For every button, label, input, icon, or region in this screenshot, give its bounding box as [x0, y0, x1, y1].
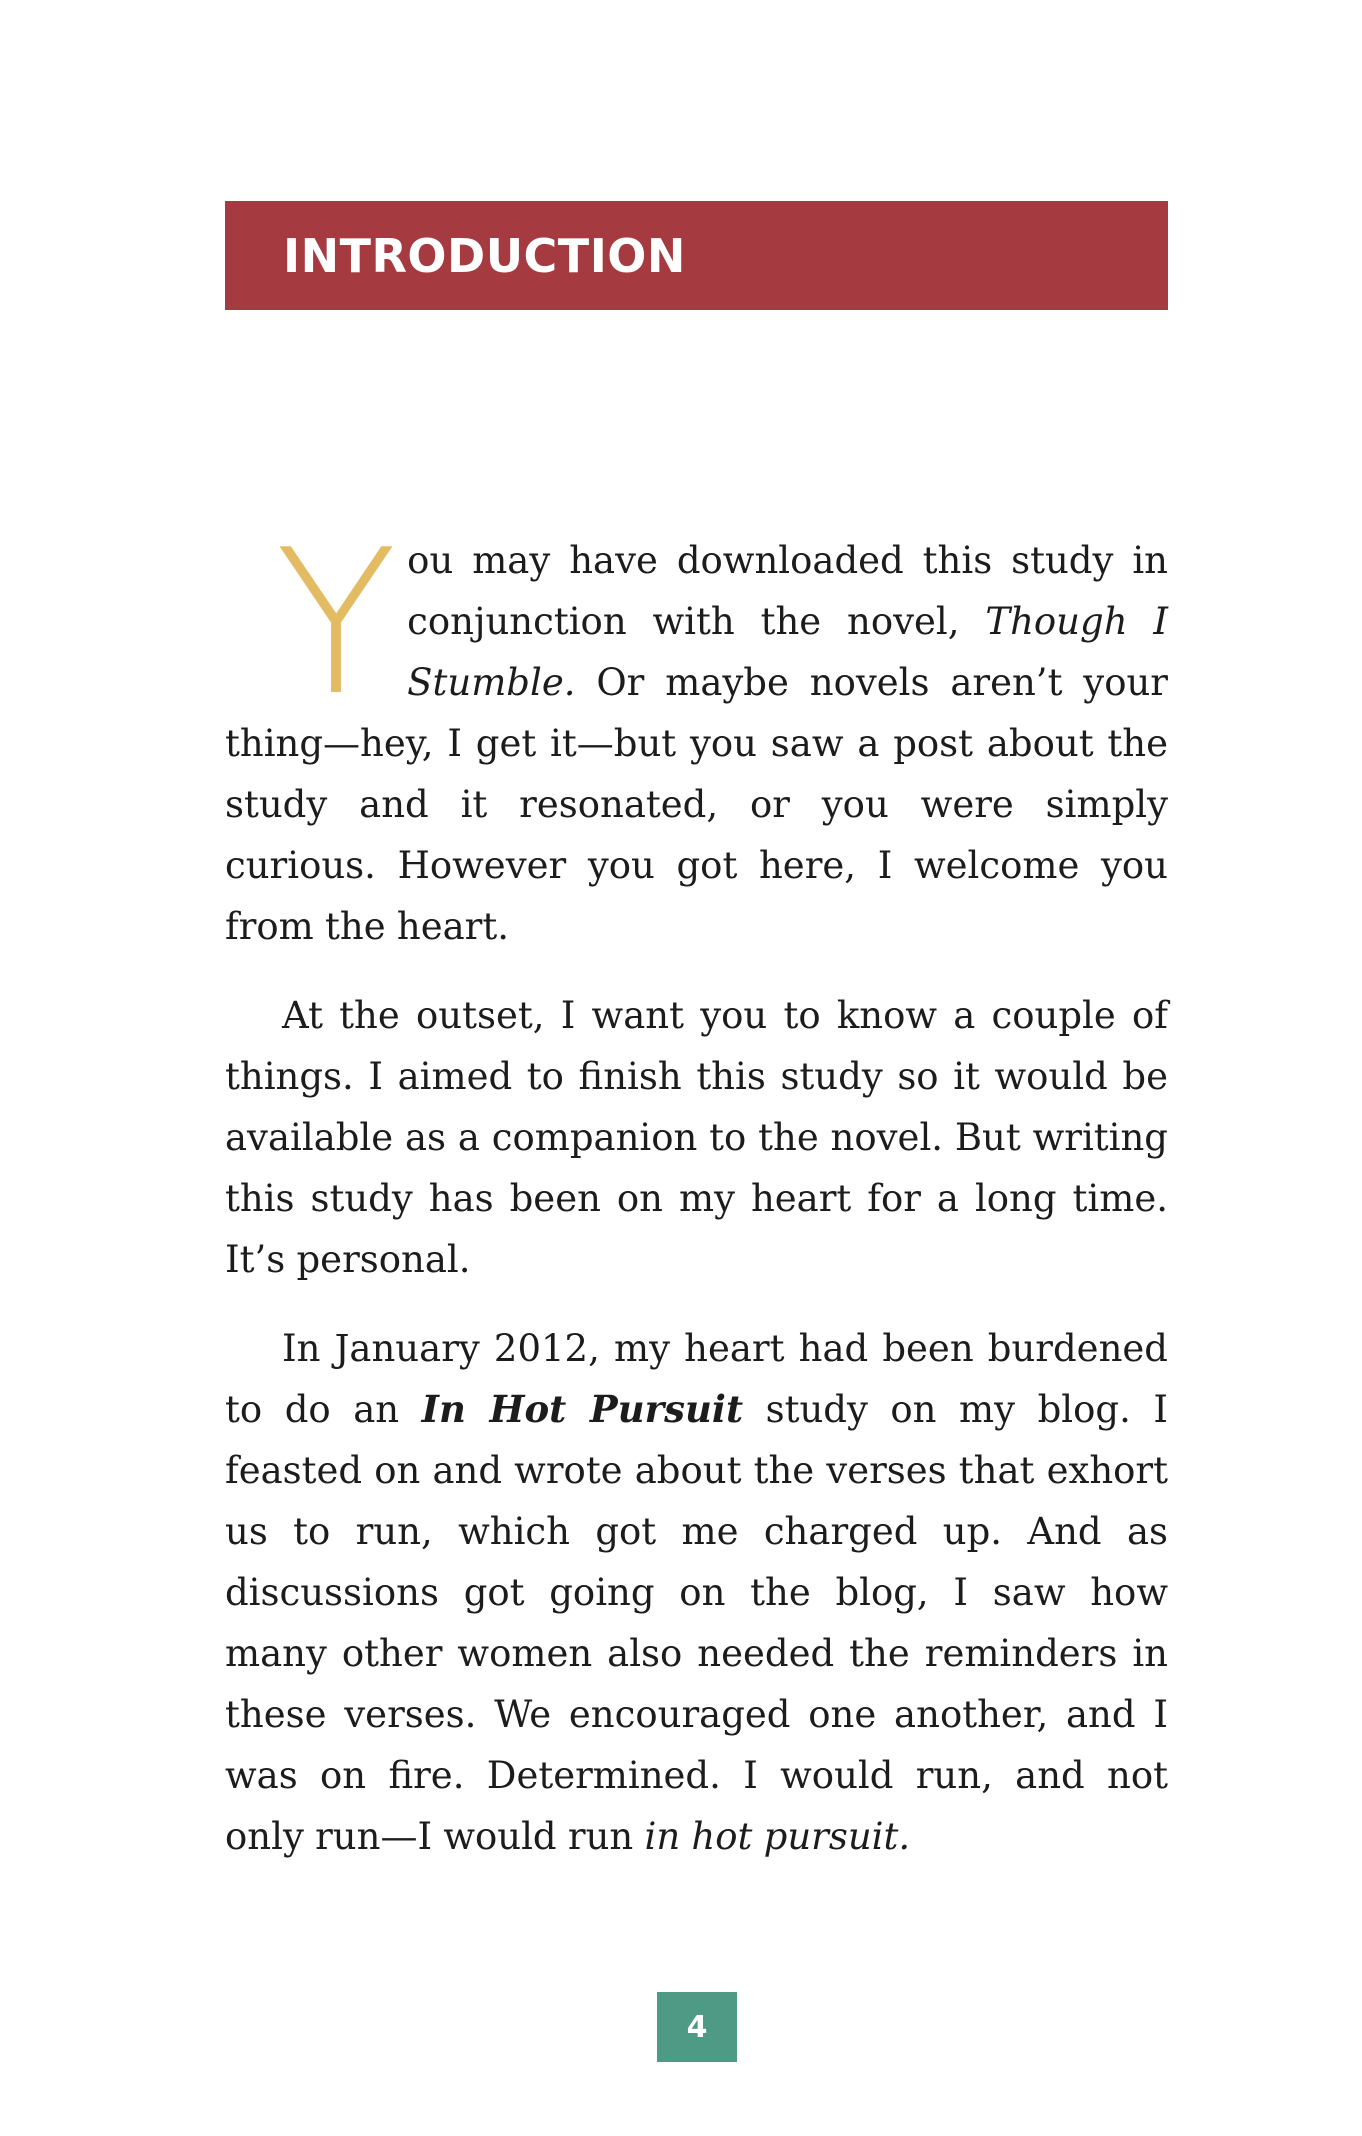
paragraph-1-text-start: ou may have downloaded this study in conjunction with the novel,	[407, 539, 1168, 643]
paragraph-2-text: At the outset, I want you to know a couple of things. I aimed to finish this study so it would be available as a companion to the novel. But writing this study has been on my heart for a long time. It’s personal.	[225, 994, 1168, 1281]
chapter-title: INTRODUCTION	[283, 228, 686, 283]
page-number-badge	[657, 1992, 737, 2062]
study-title: In Hot Pursuit	[421, 1387, 744, 1431]
paragraph-3-italic-end: in hot pursuit.	[644, 1815, 911, 1858]
chapter-header-bar	[225, 201, 1168, 310]
paragraph-3	[225, 1318, 1168, 1867]
novel-title: Though I Stumble.	[407, 600, 1168, 704]
page-number: 4	[686, 2009, 708, 2045]
body-text	[225, 507, 1169, 1867]
paragraph-3-text-middle: study on my blog. I feasted on and wrote about the verses that exhort us to run, which got me charged up. And as discussions got going on the blog, I saw how many other women also needed the reminders in these verses. We encouraged one another, and I was on fire. Determined. I would run, and not only run—I would run	[225, 1388, 1169, 1858]
paragraph-1	[225, 507, 1168, 957]
drop-cap: Y	[275, 507, 398, 740]
paragraph-2	[225, 985, 1168, 1290]
paragraph-1-text-end: Or maybe novels aren’t your thing—hey, I get it—but you saw a post about the study and it resonated, or you were simply curious. However you got here, I welcome you from the heart.	[225, 661, 1168, 948]
paragraph-3-text-start: In January 2012, my heart had been burdened to do an	[225, 1327, 1168, 1431]
